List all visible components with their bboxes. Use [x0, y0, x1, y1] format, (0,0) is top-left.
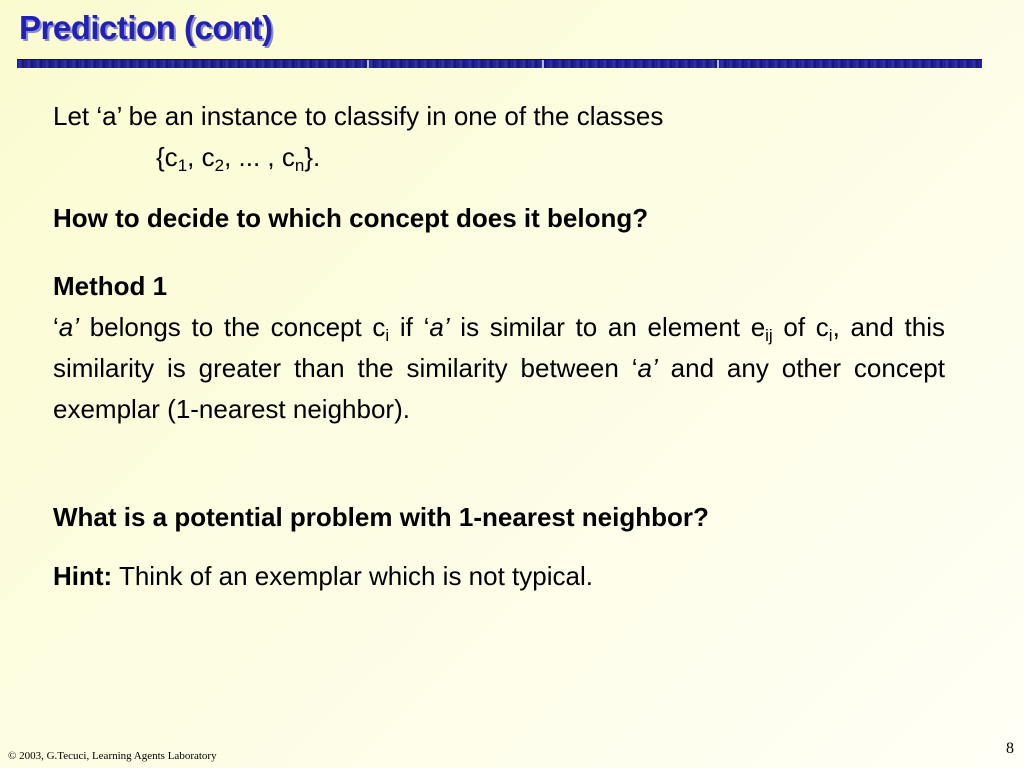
set-text: , ... , c	[224, 142, 295, 172]
page-number: 8	[1006, 740, 1014, 757]
subscript: 2	[214, 156, 225, 175]
subscript: i	[385, 326, 390, 345]
set-text: , c	[187, 142, 215, 172]
instance-a: a’	[58, 312, 80, 342]
question-2: What is a potential problem with 1-nearest neighbor?	[53, 502, 709, 532]
subscript: 1	[177, 156, 188, 175]
method-description: ‘a’ belongs to the concept $c_i$ if ‘a’ is similar to an element $e_{ij}$ of $c_i$, and this similarity is greater than the similarity between ‘a’ and any other concept exemplar (1-nearest neighbor).	[53, 312, 945, 424]
method-heading: Method 1	[53, 271, 168, 301]
class-set	[53, 137, 945, 178]
intro-line: Let ‘a’ be an instance to classify in one of the classes	[53, 101, 664, 131]
divider-tick	[717, 60, 719, 68]
subscript: i	[828, 326, 833, 345]
hint	[53, 556, 945, 597]
slide-title: Prediction (cont)	[19, 9, 273, 46]
question-1: How to decide to which concept does it belong?	[53, 203, 649, 233]
subscript: ij	[765, 326, 773, 345]
divider-tick	[542, 60, 544, 68]
set-text: }.	[304, 142, 321, 172]
hint-text: Think of an exemplar which is not typical.	[112, 561, 593, 591]
instance-a: a’	[429, 312, 450, 342]
hint-label: Hint:	[53, 561, 113, 591]
divider-tick	[367, 60, 369, 68]
slide-body	[53, 96, 945, 597]
instance-a: a’	[637, 353, 658, 383]
footer-copyright: © 2003, G.Tecuci, Learning Agents Laboratory	[8, 750, 217, 762]
subscript: n	[294, 156, 305, 175]
set-text: {c	[156, 142, 178, 172]
title-divider	[17, 59, 982, 68]
